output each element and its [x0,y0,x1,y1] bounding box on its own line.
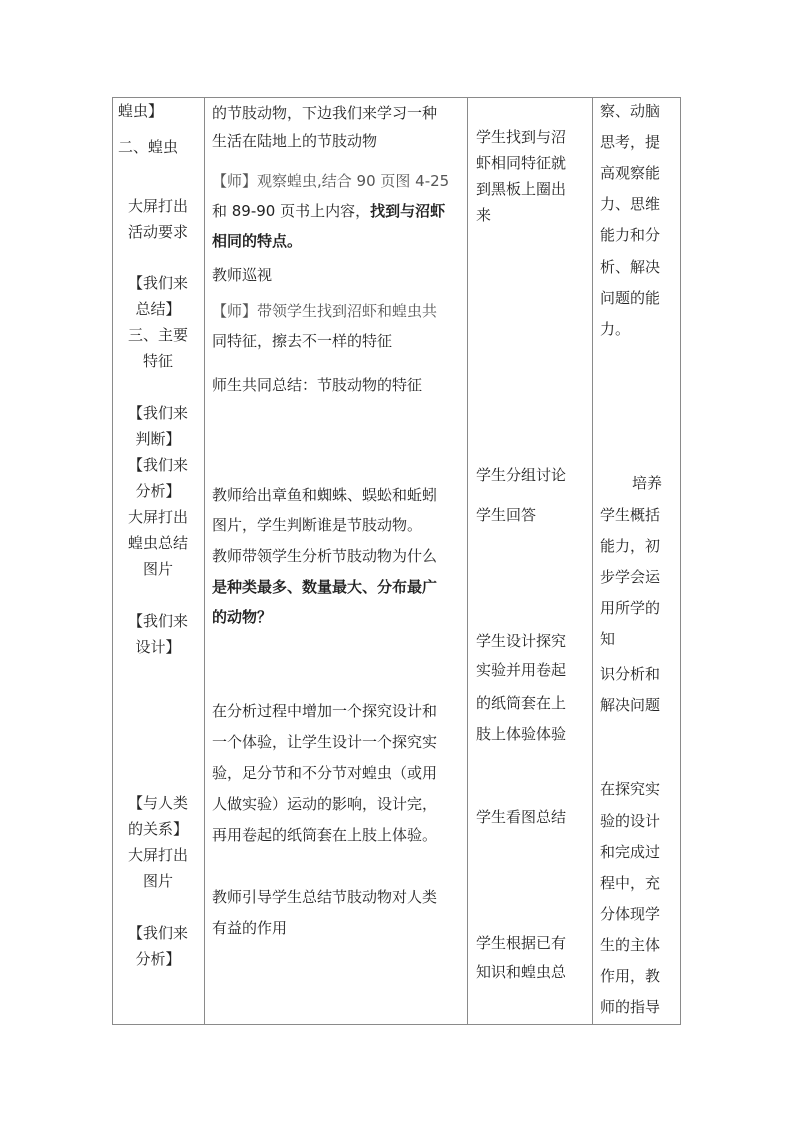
design-intent-line: 解决问题 [600,696,661,714]
student-activity-line: 学生找到与沼 [476,128,567,146]
teacher-activity-line: 再用卷起的纸筒套在上肢上体验。 [212,826,438,844]
design-intent-line: 在探究实 [600,780,661,798]
table-border-bottom [112,1024,681,1025]
design-intent-line: 作用，教 [600,967,661,985]
col1-text: 【我们来 [127,924,188,942]
teacher-activity-line: 同特征，擦去不一样的特征 [212,332,393,350]
design-intent-line: 知 [600,630,616,648]
design-intent-line: 力。 [600,320,631,338]
col1-text: 分析】 [135,950,181,968]
col1-text: 大屏打出 [127,508,188,526]
col1-text: 【我们来 [127,274,188,292]
teacher-activity-line: 验，足分节和不分节对蝗虫（或用 [212,764,438,782]
teacher-activity-line: 的节肢动物，下边我们来学习一种 [212,104,438,122]
teacher-activity-line: 师生共同总结：节肢动物的特征 [212,376,423,394]
teacher-activity-line: 生活在陆地上的节肢动物 [212,132,378,150]
teacher-activity-line: 的动物？ [212,608,273,626]
teacher-activity-line: 人做实验）运动的影响，设计完， [212,795,438,813]
teacher-activity-line: 【师】带领学生找到沼虾和蝗虫共 [212,302,438,320]
design-intent-line: 问题的能 [600,289,661,307]
teacher-activity-line: 相同的特点。 [212,232,303,250]
col1-text: 【我们来 [127,404,188,422]
col1-text: 【我们来 [127,612,188,630]
col1-text: 三、主要 [127,326,188,344]
col1-text: 【我们来 [127,456,188,474]
student-activity-line: 学生分组讨论 [476,466,567,484]
student-activity-line: 的纸筒套在上 [476,694,567,712]
table-border-right [680,97,681,1025]
student-activity-line: 肢上体验体验 [476,725,567,743]
col1-text: 蝗虫总结 [127,534,188,552]
col1-text: 设计】 [135,638,181,656]
student-activity-line: 学生看图总结 [476,808,567,826]
table-border-top [112,97,681,98]
teacher-activity-line: 有益的作用 [212,919,288,937]
teacher-activity-line: 一个体验，让学生设计一个探究实 [212,733,438,751]
col1-text: 二、蝗虫 [118,138,179,156]
teacher-activity-line: 【师】观察蝗虫,结合 90 页图 4-25 [212,172,450,190]
student-activity-line: 学生回答 [476,506,537,524]
student-activity-line: 学生根据已有 [476,934,567,952]
design-intent-line: 步学会运 [600,568,661,586]
design-intent-line: 思考，提 [600,133,661,151]
design-intent-line: 析、解决 [600,258,661,276]
col1-text: 分析】 [135,482,181,500]
col1-text: 图片 [142,872,173,890]
teacher-activity-text: 和 89-90 页书上内容， [212,202,371,220]
student-activity-line: 实验并用卷起 [476,661,567,679]
teacher-activity-line [212,198,445,224]
col1-text: 特征 [142,352,173,370]
student-activity-line: 虾相同特征就 [476,154,567,172]
design-intent-line: 和完成过 [600,843,661,861]
design-intent-line: 识分析和 [600,665,661,683]
table-divider-1 [204,97,205,1025]
teacher-activity-line: 教师给出章鱼和蜘蛛、蜈蚣和蚯蚓 [212,486,438,504]
design-intent-line: 学生概括 [600,506,661,524]
teacher-activity-line: 教师引导学生总结节肢动物对人类 [212,888,438,906]
design-intent-line: 培养 [632,474,663,492]
col1-text: 蝗虫】 [118,102,164,120]
design-intent-line: 察、动脑 [600,102,661,120]
student-activity-line: 来 [476,206,492,224]
design-intent-line: 力、思维 [600,195,661,213]
design-intent-line: 用所学的 [600,599,661,617]
col1-text: 活动要求 [127,223,188,241]
teacher-activity-line: 图片，学生判断谁是节肢动物。 [212,516,423,534]
col1-text: 图片 [142,560,173,578]
col1-text: 的关系】 [127,820,188,838]
design-intent-line: 师的指导 [600,998,661,1016]
design-intent-line: 验的设计 [600,812,661,830]
design-intent-line: 能力，初 [600,537,661,555]
student-activity-line: 到黑板上圈出 [476,180,567,198]
col1-text: 大屏打出 [127,846,188,864]
col1-text: 判断】 [135,430,181,448]
design-intent-line: 分体现学 [600,905,661,923]
teacher-activity-line: 在分析过程中增加一个探究设计和 [212,702,438,720]
col1-text: 总结】 [135,300,181,318]
teacher-activity-line: 教师巡视 [212,266,273,284]
student-activity-line: 学生设计探究 [476,632,567,650]
table-divider-2 [467,97,468,1025]
col1-text: 大屏打出 [127,197,188,215]
design-intent-line: 高观察能 [600,164,661,182]
design-intent-line: 生的主体 [600,936,661,954]
student-activity-line: 知识和蝗虫总 [476,963,567,981]
teacher-activity-line: 是种类最多、数量最大、分布最广 [212,578,438,596]
teacher-activity-line: 教师带领学生分析节肢动物为什么 [212,547,438,565]
col1-text: 【与人类 [127,794,188,812]
design-intent-line: 能力和分 [600,226,661,244]
design-intent-line: 程中，充 [600,874,661,892]
table-divider-3 [592,97,593,1025]
teacher-activity-bold: 找到与沼虾 [370,202,446,220]
